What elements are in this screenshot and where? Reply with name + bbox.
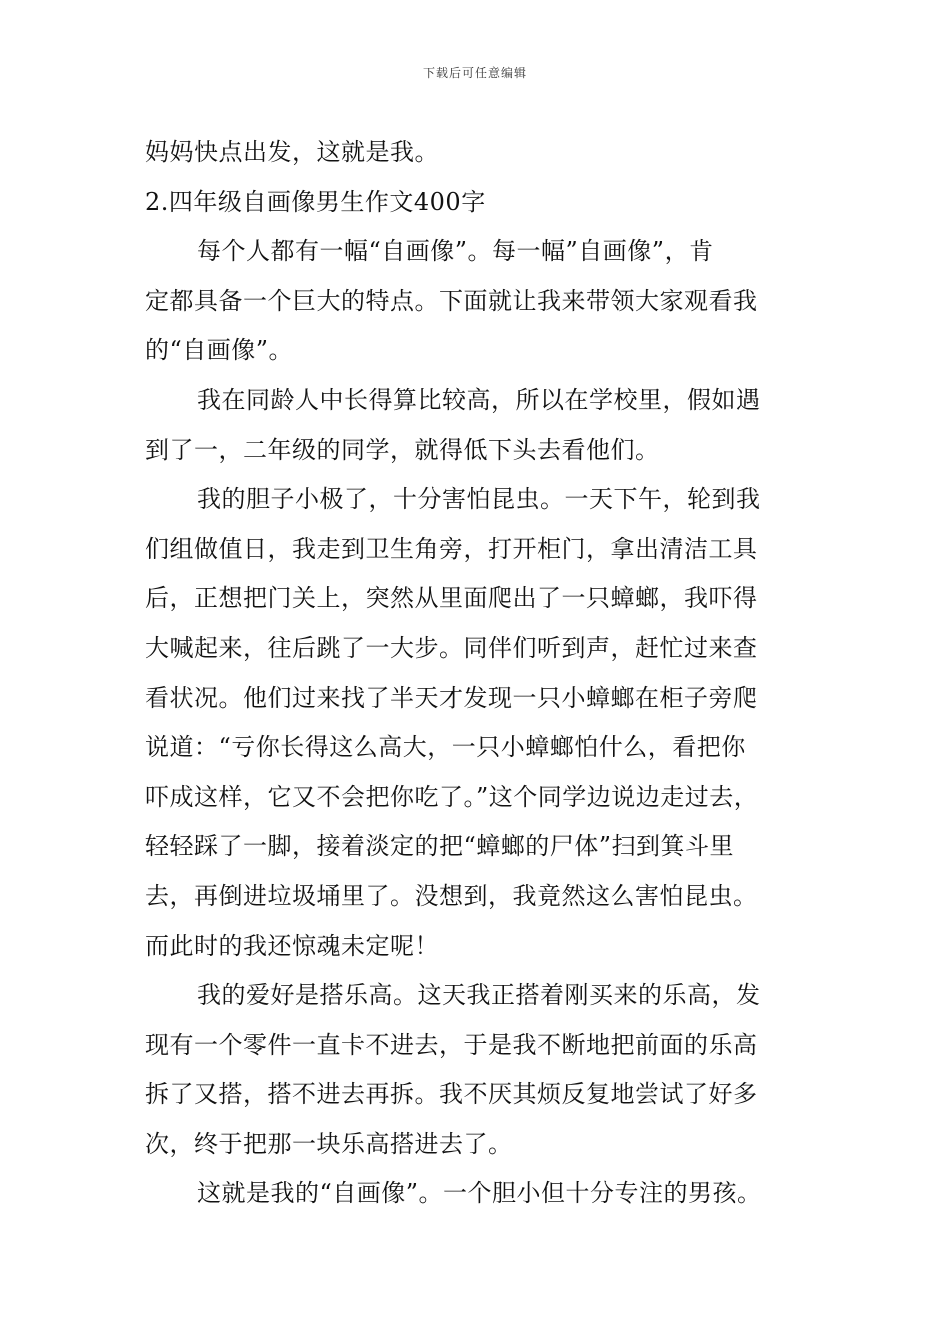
text-line: 每个人都有一幅“自画像”。每一幅”自画像”，肯 (197, 237, 714, 266)
text-line: 去，再倒进垃圾埇里了。没想到，我竟然这么害怕昆虫。 (145, 881, 758, 910)
text-line: 到了一，二年级的同学，就得低下头去看他们。 (145, 435, 660, 464)
text-line: 拆了又搭，搭不进去再拆。我不厌其烦反复地尝试了好多 (145, 1080, 758, 1109)
text-line: 轻轻踩了一脚，接着淡定的把“蟑螂的尸体”扫到箕斗里 (145, 832, 735, 861)
text-line: 们组做值日，我走到卫生角旁，打开柜门，拿出清洁工具 (145, 534, 758, 563)
text-line: 现有一个零件一直卡不进去，于是我不断地把前面的乐高 (145, 1030, 758, 1059)
text-line: 后，正想把门关上，突然从里面爬出了一只蟑螂，我吓得 (145, 584, 758, 613)
text-line: 妈妈快点出发，这就是我。 (145, 138, 439, 166)
text-line: 而此时的我还惊魂未定呢！ (145, 931, 439, 960)
text-line: 定都具备一个巨大的特点。下面就让我来带领大家观看我 (145, 286, 758, 315)
text-line: 我的爱好是搭乐高。这天我正搭着刚买来的乐高，发 (197, 981, 761, 1010)
document-body (145, 128, 835, 1219)
text-line: 的“自画像”。 (145, 336, 294, 365)
text-line: 我在同龄人中长得算比较高，所以在学校里，假如遇 (197, 385, 761, 414)
text-line: 吓成这样，它又不会把你吃了。”这个同学边说边走过去， (145, 782, 759, 811)
page-header-note: 下载后可任意编辑 (422, 66, 527, 80)
text-line: 我的胆子小极了，十分害怕昆虫。一天下午，轮到我 (197, 485, 761, 514)
text-line: 看状况。他们过来找了半天才发现一只小蟑螂在柜子旁爬 (145, 683, 758, 712)
text-line: 说道：“亏你长得这么高大，一只小蟑螂怕什么，看把你 (145, 733, 746, 762)
text-line: 这就是我的“自画像”。一个胆小但十分专注的男孩。 (197, 1179, 762, 1208)
text-line: 次，终于把那一块乐高搭进去了。 (145, 1129, 513, 1158)
text-line: 大喊起来，往后跳了一大步。同伴们听到声，赶忙过来查 (145, 633, 758, 662)
section-heading: 2.四年级自画像男生作文400字 (145, 187, 486, 216)
